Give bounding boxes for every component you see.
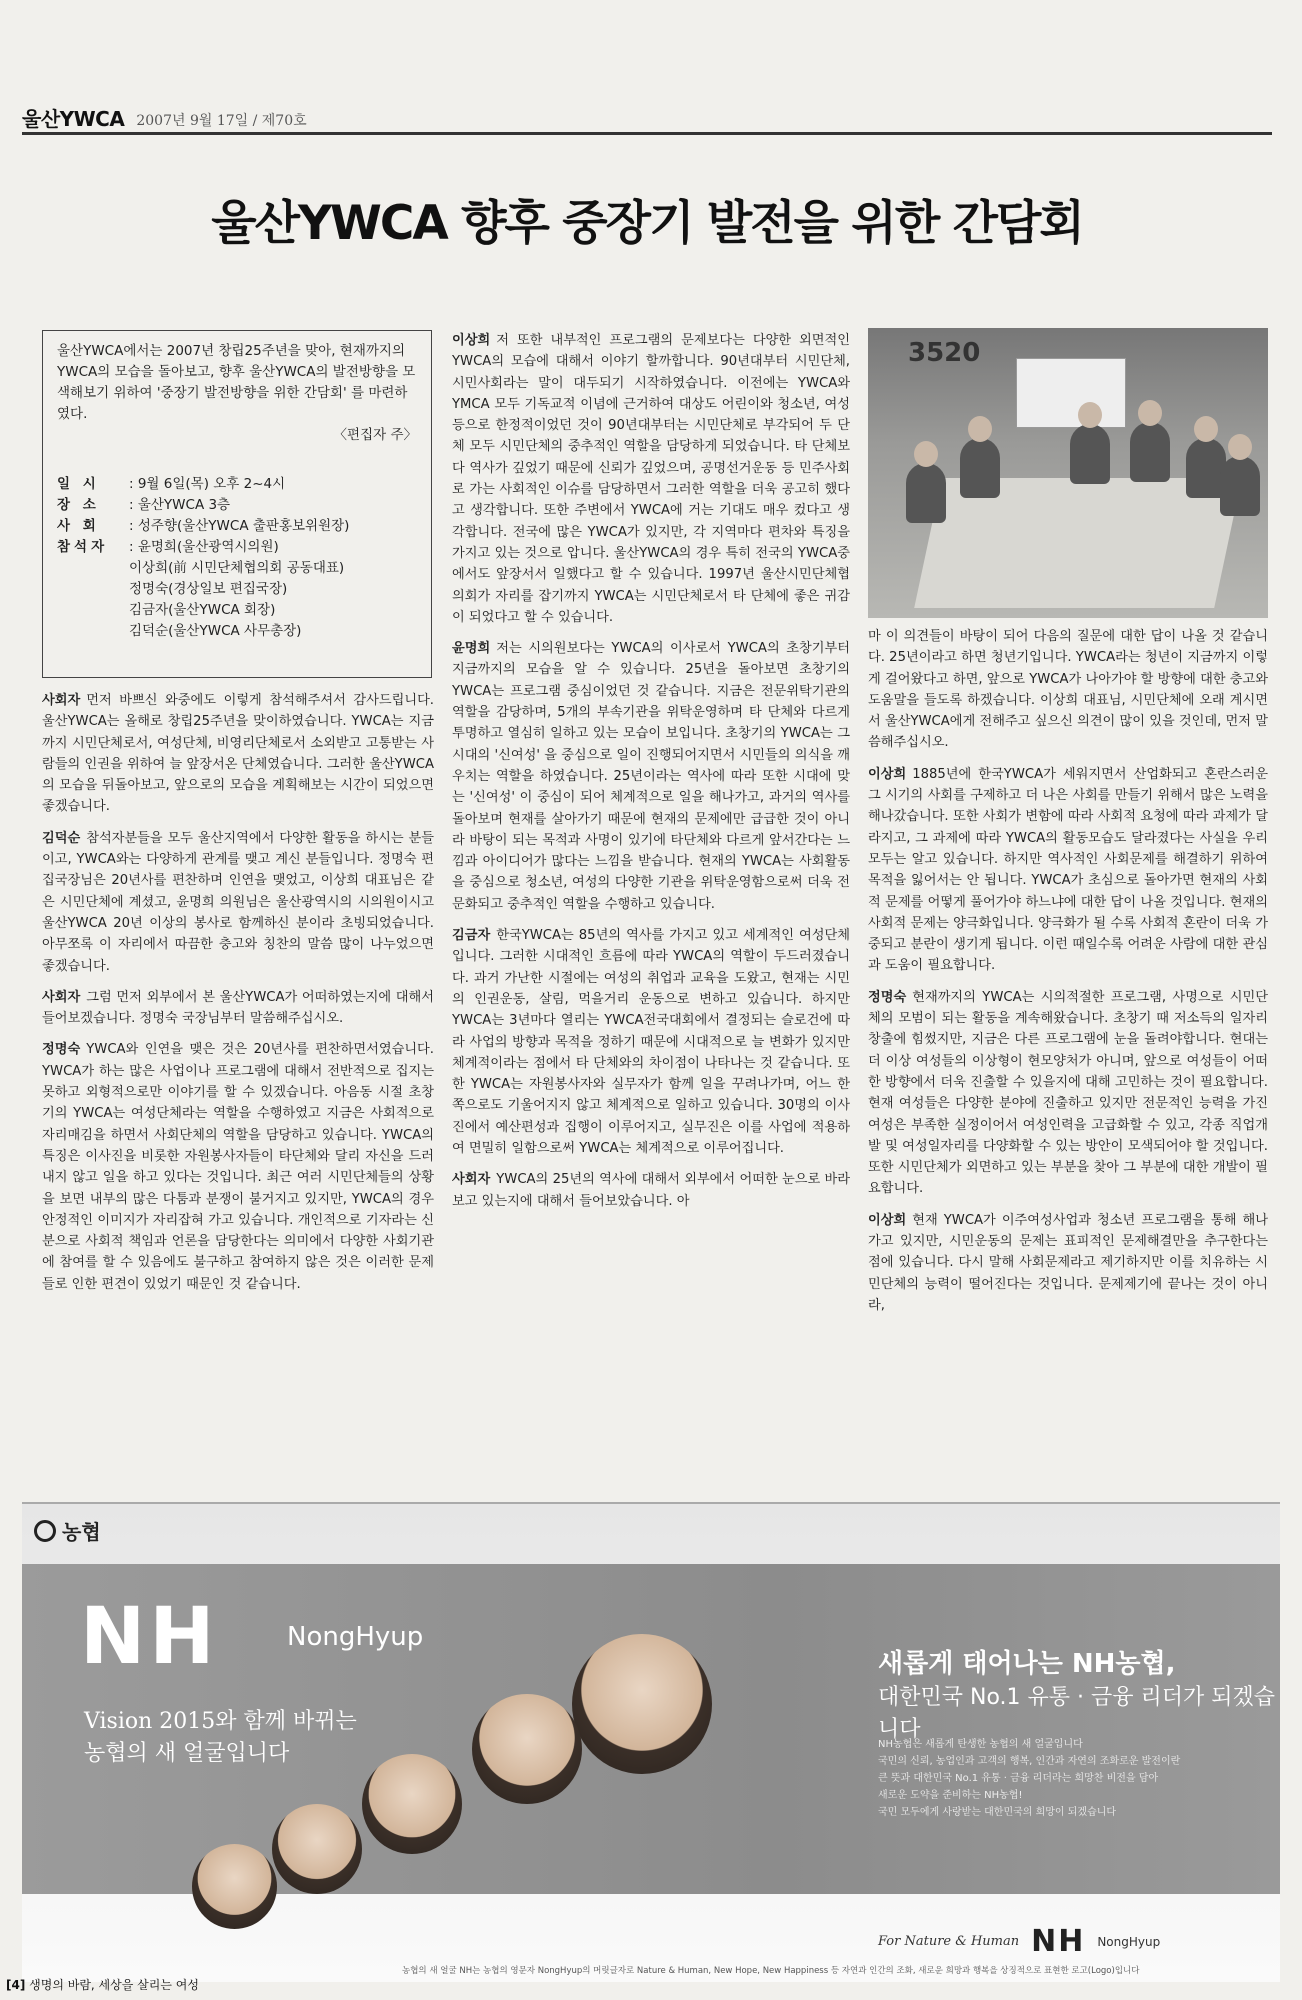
dialogue-paragraph <box>42 987 434 1030</box>
attendee: 김덕순(울산YWCA 사무총장) <box>129 623 302 639</box>
masthead <box>22 104 1272 135</box>
child-face <box>272 1804 362 1894</box>
speaker-name: 사회자 <box>42 989 81 1005</box>
speaker-name: 윤명희 <box>452 641 491 657</box>
detail-label: 사 회 <box>57 518 100 534</box>
speech-text: 현재 YWCA가 이주여성사업과 청소년 프로그램을 통해 해나가고 있지만, 시민운동의 문제는 표피적인 문제해결만을 추구한다는 점에 있습니다. 다시 말해 사회문제라고 제기하지만 이를 치유하는 시민단체의 능력이 떨어진다는 것입니다. 문제제기에 끝나는 것이 아니라, <box>868 1212 1268 1313</box>
speaker-name: 사회자 <box>42 693 81 708</box>
speech-text: 1885년에 한국YWCA가 세워지면서 산업화되고 혼란스러운 그 시기의 사회를 구제하고 더 나은 사회를 만들기 위해서 많은 노력을 해나갔습니다. 또한 사회가 변함에 따라 사회적 요청에 따라 과제가 달라지고, 그 과제에 따라 YWCA의 활동모습도 달라졌다는 사실을 우리 모두는 알고 있습니다. 하지만 역사적인 사회문제를 해결하기 위하여 목적을 잃어서는 안 됩니다. YWCA가 초심으로 돌아가면 현재의 사회적 문제를 어떻게 풀어가야 하느냐에 대한 답이 나올 것입니다. 현재의 사회적 문제는 양극화입니다. 양극화가 될 수록 사회적 혼란이 더욱 가중되고 분란이 생기게 됩니다. 이런 때일수록 어려운 사람에 대한 관심과 도움이 필요합니다. <box>868 766 1268 974</box>
tagline-script: For Nature & Human <box>878 1934 1020 1949</box>
dialogue-paragraph <box>452 1169 850 1212</box>
nh-brand-logo <box>34 1516 101 1545</box>
detail-value: : 울산YWCA 3층 <box>129 497 231 513</box>
dialogue-paragraph <box>452 925 850 1159</box>
vision-line: Vision 2015와 함께 바뀌는 <box>84 1709 357 1734</box>
speaker-name: 정명숙 <box>42 1042 81 1058</box>
meeting-details <box>57 474 417 642</box>
speaker-name: 사회자 <box>452 1172 491 1188</box>
child-face <box>192 1844 277 1929</box>
detail-row-date <box>57 474 417 495</box>
nh-mark-sub: NongHyup <box>1097 1934 1161 1949</box>
person-figure <box>1070 424 1110 484</box>
speaker-name: 김덕순 <box>42 830 81 846</box>
speech-text: 저 또한 내부적인 프로그램의 문제보다는 다양한 외면적인 YWCA의 모습에 대해서 이야기 할까합니다. 90년대부터 시민단체, 시민사회라는 말이 대두되기 시작하였습니다. 이전에는 YWCA와 YMCA 모두 기독교적 이념에 근거하여 대상도 어린이와 청소년, 여성 등으로 한정적이었던 것이 90년대부터는 시민단체로 부각되어 두 단체 모두 시민단체의 중추적인 역할을 담당하게 되었습니다. 타 단체보다 역사가 깊었기 때문에 신뢰가 깊었으며, 공명선거운동 등 민주사회로 가는 사회적인 이슈를 담당하면서 그러한 역할을 더욱 공고히 했다고 생각합니다. 또한 주변에서 YWCA에 거는 기대도 매우 컸다고 생각합니다. 전국에 많은 YWCA가 있지만, 각 지역마다 편차와 특징을 가지고 있는 것으로 압니다. 울산YWCA의 경우 특히 전국의 YWCA중에서도 앞장서서 일했다고 할 수 있습니다. 1997년 울산시민단체협의회가 자리를 잡기까지 YWCA는 시민단체로서 타 단체에 좋은 귀감이 되었다고 할 수 있습니다. <box>452 333 850 625</box>
nh-big-logo: NH <box>80 1592 219 1682</box>
speaker-name: 이상희 <box>868 1212 907 1228</box>
banner-sign <box>1016 358 1126 428</box>
ad-footnote: 농협의 새 얼굴 NH는 농협의 영문자 NongHyup의 머릿글자로 Nature & Human, New Hope, New Happiness 등 자연과 인간의 조화, 새로운 희망과 행복을 상징적으로 표현한 로고(Logo)입니다 <box>402 1966 1140 1976</box>
nh-advertisement <box>22 1502 1280 1982</box>
person-figure <box>906 463 946 523</box>
speech-text: 현재까지의 YWCA는 시의적절한 프로그램, 사명으로 시민단체의 모범이 되는 활동을 계속해왔습니다. 초창기 때 저소득의 일자리 창출에 힘썼지만, 지금은 다른 프로그램에 눈을 돌려야합니다. 현대는 더 이상 여성들의 이상형이 현모양처가 아니며, 앞으로 여성들이 어떠한 방향에서 더욱 진출할 수 있을지에 대해 고민하는 것이 필요합니다. 현재 여성들은 다양한 분야에 진출하고 있지만 전문적인 능력을 가진 여성은 부족한 실정이어서 여성인력을 고급화할 수 있고, 각종 직업개발 및 여성일자리를 다양화할 수 있는 방안이 모색되어야 할 것입니다. 또한 시민단체가 외면하고 있는 부분을 찾아 그 부분에 대한 개발이 필요합니다. <box>868 989 1268 1197</box>
attendee: 정명숙(경상일보 편집국장) <box>129 581 288 597</box>
masthead-logo: 울산YWCA <box>22 107 125 131</box>
ad-headline-line: 대한민국 No.1 유통 · 금융 리더가 되겠습니다 <box>878 1685 1276 1742</box>
headline-area <box>22 150 1272 290</box>
brand-name: 농협 <box>62 1520 101 1544</box>
article-column-2 <box>452 330 850 1222</box>
photo-door-number: 3520 <box>908 338 981 368</box>
vision-line: 농협의 새 얼굴입니다 <box>84 1741 290 1766</box>
meeting-photo <box>868 328 1268 618</box>
dialogue-paragraph <box>42 1039 434 1295</box>
speech-text: YWCA와 인연을 맺은 것은 20년사를 편찬하면서였습니다. YWCA가 하는 많은 사업이나 프로그램에 대해서 전반적으로 집지는 못하고 외형적으로만 이야기를 할 수 있겠습니다. 아음동 시절 초창기의 YWCA는 여성단체라는 역할을 수행하였고 지금은 사회적으로 자리매김을 하면서 사회단체의 역할을 담당하고 있습니다. YWCA의 특징은 이사진을 비롯한 자원봉사자들이 타단체와 달리 자신을 드러내지 않고 일을 하고 있다는 것입니다. 최근 여러 시민단체들의 상황을 보면 내부의 많은 다툼과 분쟁이 불거지고 있지만, YWCA의 경우 안정적인 이미지가 자리잡혀 가고 있습니다. 개인적으로 기자라는 신분으로 사회적 책임과 언론을 담당한다는 의미에서 다양한 사회기관에 참여를 할 수 있음에도 불구하고 참여하지 않은 것은 이러한 문제들로 인한 편견이 있었기 때문인 것 같습니다. <box>42 1042 434 1292</box>
detail-row-place <box>57 495 417 516</box>
ad-body-line: 새로운 도약을 준비하는 NH농협! <box>878 1790 1023 1801</box>
speech-text: 그럼 먼저 외부에서 본 울산YWCA가 어떠하였는지에 대해서 들어보겠습니다. 정명숙 국장님부터 말씀해주십시오. <box>42 989 434 1027</box>
page-number: [4] <box>6 1978 26 1992</box>
ad-tagline <box>878 1924 1160 1959</box>
nh-romanized: NongHyup <box>287 1622 424 1652</box>
nh-circle-icon <box>34 1520 56 1542</box>
speech-text: 마 이 의견들이 바탕이 되어 다음의 질문에 대한 답이 나올 것 같습니다. 25년이라고 하면 청년기입니다. YWCA라는 청년이 지금까지 이렇게 걸어왔다고 하면, 앞으로 YWCA가 나아가야 할 방향에 대한 충고와 도움말을 들도록 하겠습니다. 이상희 대표님, 시민단체에 오래 계시면서 울산YWCA에게 전해주고 싶으신 의견이 많이 있을 것인데, 먼저 말씀해주십시오. <box>868 629 1268 751</box>
speaker-name: 정명숙 <box>868 989 907 1005</box>
speaker-name: 이상희 <box>452 333 491 348</box>
dialogue-paragraph <box>452 330 850 628</box>
dialogue-paragraph <box>868 626 1268 754</box>
child-face <box>472 1694 582 1804</box>
detail-value: : 9월 6일(목) 오후 2~4시 <box>129 476 286 492</box>
children-photo <box>172 1634 822 1974</box>
ad-headline-line: 새롭게 태어나는 NH농협, <box>878 1649 1176 1679</box>
dialogue-paragraph <box>42 828 434 977</box>
attendee: 김금자(울산YWCA 회장) <box>129 602 276 618</box>
speech-text: 먼저 바쁘신 와중에도 이렇게 참석해주셔서 감사드립니다. 울산YWCA는 올해로 창립25주년을 맞이하였습니다. YWCA는 지금까지 시민단체로서, 여성단체, 비영리단체로서 소외받고 고통받는 사람들의 인권을 위하여 늘 앞장서온 단체였습니다. 그러한 울산YWCA의 모습을 뒤돌아보고, 앞으로의 모습을 계획해보는 시간이 되었으면 좋겠습니다. <box>42 693 434 815</box>
ad-body-line: NH농협은 새롭게 탄생한 농협의 새 얼굴입니다 <box>878 1739 1083 1750</box>
speaker-name: 김금자 <box>452 928 491 944</box>
dialogue-paragraph <box>42 690 434 818</box>
person-figure <box>1220 456 1260 516</box>
dialogue-paragraph <box>868 764 1268 977</box>
speech-text: YWCA의 25년의 역사에 대해서 외부에서 어떠한 눈으로 바라보고 있는지에 대해서 들어보았습니다. 아 <box>452 1172 850 1209</box>
child-face <box>572 1634 712 1774</box>
attendee: : 윤명희(울산광역시의원) <box>129 539 279 555</box>
person-figure <box>960 438 1000 498</box>
editor-note: 〈편집자 주〉 <box>333 427 417 443</box>
intro-text: 울산YWCA에서는 2007년 창립25주년을 맞아, 현재까지의 YWCA의 모습을 돌아보고, 향후 울산YWCA의 발전방향을 모색해보기 위하여 '중장기 발전방향을 위한 간담회' 를 마련하였다. <box>57 343 416 422</box>
detail-row-host <box>57 516 417 537</box>
ad-body-line: 국민 모두에게 사랑받는 대한민국의 희망이 되겠습니다 <box>878 1807 1117 1818</box>
dialogue-paragraph <box>452 638 850 915</box>
meeting-info-box <box>42 330 432 678</box>
detail-label: 일 시 <box>57 476 100 492</box>
ad-body-line: 국민의 신뢰, 농업인과 고객의 행복, 인간과 자연의 조화로운 발전이란 <box>878 1756 1181 1767</box>
nh-mark-logo: NH <box>1031 1924 1086 1959</box>
article-column-3 <box>868 626 1268 1326</box>
article-title: 울산YWCA 향후 중장기 발전을 위한 간담회 <box>211 196 1083 251</box>
issue-date: 2007년 9월 17일 / 제70호 <box>136 113 307 129</box>
page-footer <box>6 1976 199 1993</box>
dialogue-paragraph <box>868 987 1268 1200</box>
person-figure <box>1130 422 1170 482</box>
child-face <box>362 1754 462 1854</box>
speech-text: 저는 시의원보다는 YWCA의 이사로서 YWCA의 초창기부터 지금까지의 모습을 알 수 있습니다. 25년을 돌아보면 초창기의 YWCA는 프로그램 중심이었던 것 같습니다. 지금은 전문위탁기관의 역할을 감당하며, 5개의 부속기관을 위탁운영하며 타 단체와 다르게 투명하고 열심히 일하고 있는 모습이 보입니다. 초창기의 YWCA는 그 시대의 '신여성' 을 중심으로 일이 진행되어지면서 시민들의 의식을 깨우치는 역할을 하였습니다. 25년이라는 역사에 따라 또한 시대에 맞는 '신여성' 이 중심이 되어 체계적으로 일을 해나가고, 과거의 역사를 돌아보며 현재를 살아가기 때문에 현재의 문제에만 급급한 것이 아니라 바탕이 되는 목적과 사명이 있기에 타단체와 다르게 앞서간다는 느낌과 아이디어가 많다는 느낌을 받습니다. 현재의 YWCA는 사회활동을 중심으로 청소년, 여성의 다양한 기관을 위탁운영함으로써 더욱 전문화되고 중추적인 역할을 수행하고 있습니다. <box>452 641 850 912</box>
speech-text: 참석자분들을 모두 울산지역에서 다양한 활동을 하시는 분들이고, YWCA와는 다양하게 관계를 맺고 계신 분들입니다. 정명숙 편집국장님은 20년사를 편찬하며 인연을 맺었고, 이상희 대표님은 같은 시민단체에 계셨고, 윤명희 의원님은 울산광역시의 시의원이시고 울산YWCA 20년 이상의 봉사로 함께하신 분이라 초빙되었습니다. 아무쪼록 이 자리에서 따끔한 충고와 칭찬의 말씀 많이 나누었으면 좋겠습니다. <box>42 830 434 974</box>
attendees-label: 참석자 <box>57 539 109 555</box>
footer-slogan: 생명의 바람, 세상을 살리는 여성 <box>29 1978 199 1992</box>
attendees-list <box>57 537 417 642</box>
dialogue-paragraph <box>868 1210 1268 1316</box>
ad-headline <box>878 1648 1280 1746</box>
speech-text: 한국YWCA는 85년의 역사를 가지고 있고 세계적인 여성단체입니다. 그러한 시대적인 흐름에 따라 YWCA의 역할이 두드러졌습니다. 과거 가난한 시절에는 여성의 취업과 교육을 도왔고, 현재는 시민의 인권운동, 살림, 먹을거리 운동으로 변하고 있습니다. 하지만 YWCA는 3년마다 열리는 YWCA전국대회에서 결정되는 슬로건에 따라 사업의 방향과 목적을 정하기 때문에 시대적으로 늘 변화가 있지만 체계적이라는 점에서 타 단체와의 차이점이 나타나는 것 같습니다. 또한 YWCA는 자원봉사자와 실무자가 함께 일을 꾸려나가며, 어느 한 쪽으로도 기울어지지 않고 체계적으로 일하고 있습니다. 30명의 이사진에서 예산편성과 집행이 이루어지고, 실무진은 이를 사업에 적용하여 면밀히 일함으로써 YWCA는 체계적으로 이루어집니다. <box>452 928 850 1156</box>
ad-body-copy <box>878 1736 1268 1821</box>
detail-label: 장 소 <box>57 497 100 513</box>
detail-value: : 성주향(울산YWCA 출판홍보위원장) <box>129 518 350 534</box>
speaker-name: 이상희 <box>868 766 907 782</box>
attendee: 이상희(前 시민단체협의회 공동대표) <box>129 560 345 576</box>
article-column-1 <box>42 690 434 1305</box>
ad-body-line: 큰 뜻과 대한민국 No.1 유통 · 금융 리더라는 희망찬 비전을 담아 <box>878 1773 1159 1784</box>
